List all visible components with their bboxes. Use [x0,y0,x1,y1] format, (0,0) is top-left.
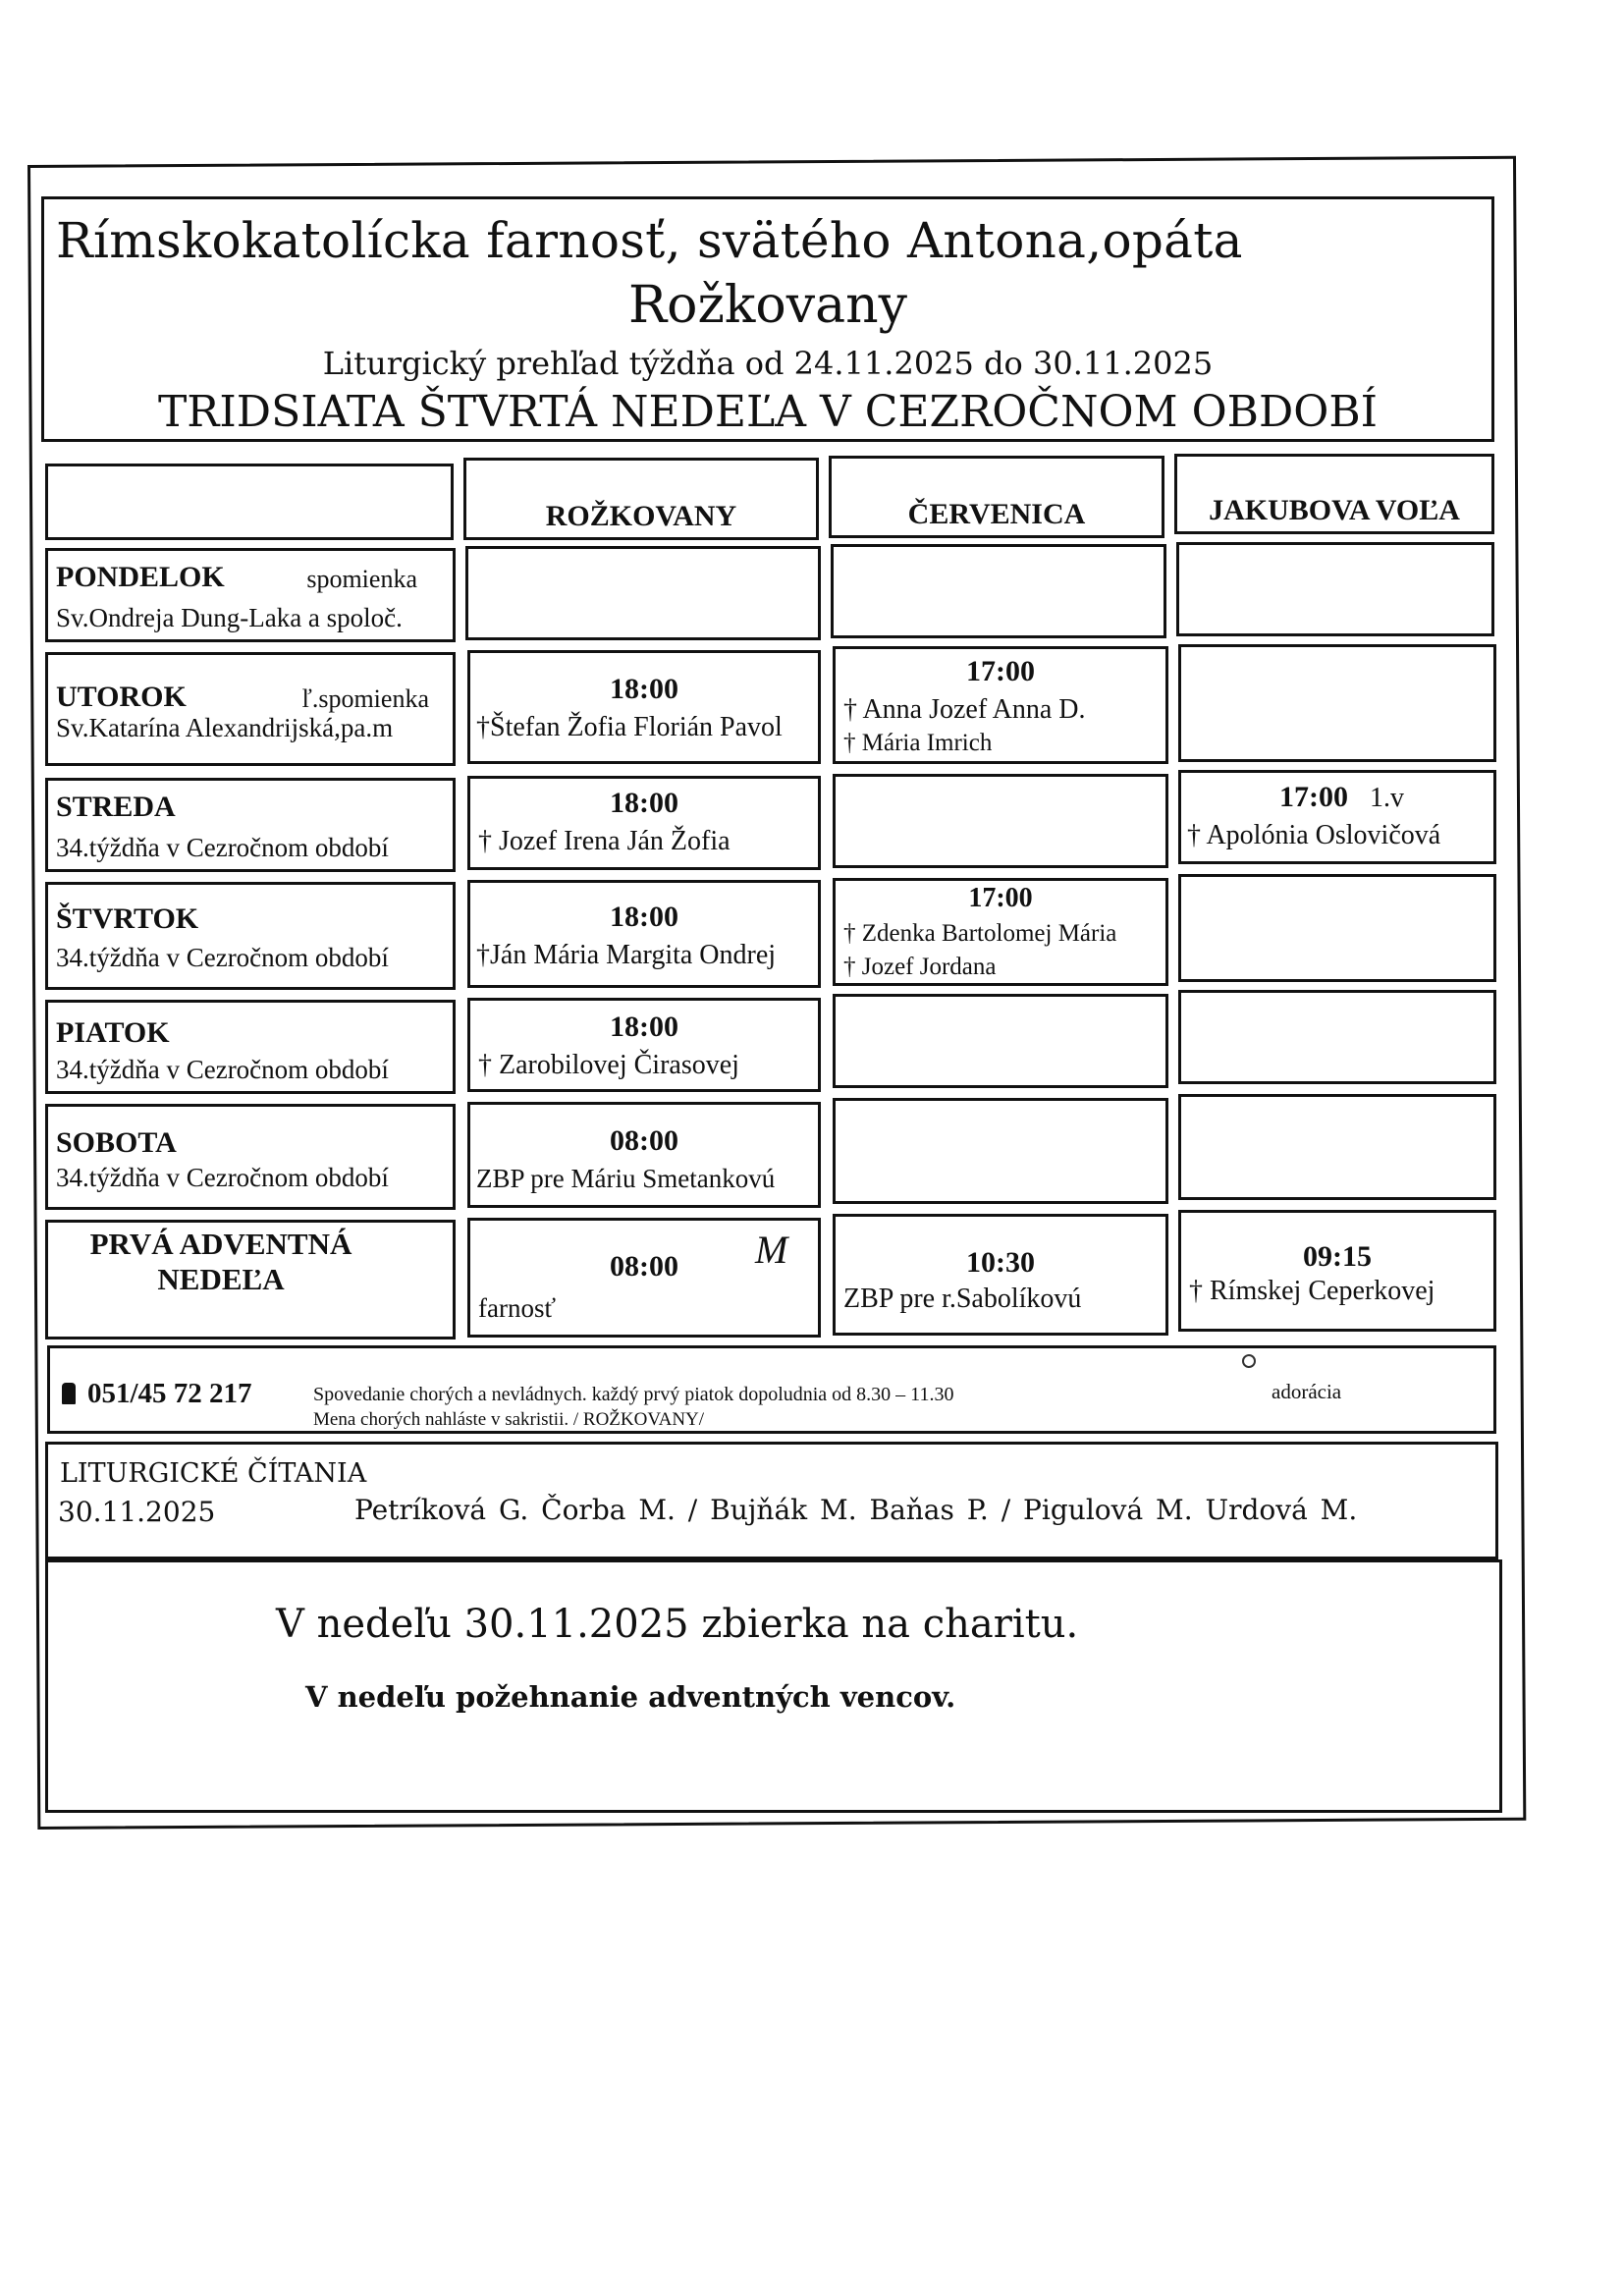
mass-time [1279,781,1493,814]
mass-intention: † Anna Jozef Anna D. [843,694,1086,725]
mass-intention: ZBP pre r.Sabolíkovú [843,1284,1082,1314]
mass-intention: †Ján Mária Margita Ondrej [476,940,777,970]
sacristy-info: Mena chorých nahláste v sakristii. / ROŽKOVANY/ [313,1409,705,1430]
day-name-line2: NEDEĽA [157,1262,285,1296]
day-description: 34.týždňa v Cezročnom období [56,1055,389,1084]
mass-cell-cervenica-streda [833,774,1168,868]
day-cell-piatok [45,1000,456,1094]
column-header-cervenica [829,456,1164,538]
mass-intention: † Jozef Jordana [843,954,997,980]
mass-time: 18:00 [610,1011,678,1043]
parish-title: Rímskokatolícka farnosť, svätého Antona,opáta [56,212,1243,269]
mass-time: 17:00 [968,883,1033,913]
day-name: SOBOTA [56,1126,177,1159]
mass-cell-jakubova-pondelok [1176,542,1494,636]
mass-cell-rozkovany-sobota [467,1102,821,1208]
mass-cell-rozkovany-stvrtok [467,880,821,988]
day-cell-utorok [45,652,456,766]
mass-cell-jakubova-utorok [1178,644,1496,762]
header-box [41,196,1494,442]
mass-cell-rozkovany-pondelok [465,546,821,640]
mass-cell-jakubova-sobota [1178,1094,1496,1200]
day-cell-streda [45,778,456,872]
readings-lectors: Petríková G. Čorba M. / Bujňák M. Baňas P. / Pigulová M. Urdová M. [354,1494,1358,1526]
mass-cell-cervenica-pondelok [831,544,1166,638]
mass-cell-jakubova-nedela [1178,1210,1496,1332]
ring-icon [1242,1354,1256,1368]
day-name: UTOROK [56,681,187,713]
mass-intention: †Štefan Žofia Florián Pavol [476,712,783,742]
day-note: spomienka [306,565,417,593]
day-name: ŠTVRTOK [56,902,199,935]
sunday-title: TRIDSIATA ŠTVRTÁ NEDEĽA V CEZROČNOM OBDOBÍ [157,387,1379,437]
mass-cell-rozkovany-streda [467,776,821,870]
column-label: ČERVENICA [907,498,1086,530]
handwritten-mark: M [755,1228,788,1272]
day-cell-sobota [45,1104,456,1210]
mass-time: 18:00 [610,901,678,933]
mass-intention: † Mária Imrich [843,730,993,756]
day-name: STREDA [56,791,176,823]
adoration-label: adorácia [1272,1380,1342,1403]
day-name: PIATOK [56,1016,170,1049]
mass-intention: † Rímskej Ceperkovej [1189,1276,1435,1306]
day-description: Sv.Ondreja Dung-Laka a spoloč. [56,603,403,632]
column-header-jakubova-vola [1174,454,1494,534]
mass-cell-cervenica-sobota [833,1098,1168,1204]
mass-cell-jakubova-stvrtok [1178,874,1496,982]
mass-time-value: 17:00 [1279,781,1348,813]
mass-time: 18:00 [610,673,678,705]
readings-date: 30.11.2025 [58,1496,216,1528]
mass-intention: † Zarobilovej Čirasovej [478,1050,739,1080]
day-description: 34.týždňa v Cezročnom období [56,943,389,972]
day-name: PONDELOK [56,561,225,593]
phone-icon [62,1383,76,1404]
day-description: 34.týždňa v Cezročnom období [56,1163,389,1192]
mass-intention: ZBP pre Máriu Smetankovú [476,1164,776,1193]
readings-box [45,1442,1498,1559]
mass-cell-jakubova-piatok [1178,990,1496,1084]
column-label: JAKUBOVA VOĽA [1209,494,1460,526]
info-box [47,1345,1496,1434]
mass-cell-jakubova-streda [1178,770,1496,864]
column-header-rozkovany [463,458,819,540]
mass-time: 18:00 [610,787,678,819]
notice-collection: V nedeľu 30.11.2025 zbierka na charitu. [276,1602,1079,1647]
mass-time: 08:00 [610,1124,678,1157]
mass-time: 17:00 [966,655,1035,687]
mass-cell-rozkovany-piatok [467,998,821,1092]
day-cell-prva-adventna-nedela [45,1220,456,1339]
mass-cell-cervenica-nedela [833,1214,1168,1336]
week-range: Liturgický prehľad týždňa od 24.11.2025 do 30.11.2025 [322,345,1214,382]
phone-value: 051/45 72 217 [87,1378,252,1409]
column-header-empty [45,464,454,540]
confession-info: Spovedanie chorých a nevládnych. každý prvý piatok dopoludnia od 8.30 – 11.30 [313,1384,954,1405]
day-cell-pondelok [45,548,456,642]
mass-cell-rozkovany-utorok [467,650,821,764]
notices-box [45,1559,1502,1813]
day-note: ľ.spomienka [301,684,429,713]
mass-intention: † Apolónia Oslovičová [1187,820,1441,850]
mass-cell-cervenica-stvrtok [833,878,1168,986]
mass-cell-cervenica-utorok [833,646,1168,764]
mass-cell-cervenica-piatok [833,994,1168,1088]
day-description: Sv.Katarína Alexandrijská,pa.m [56,713,394,742]
mass-intention: farnosť [478,1293,557,1323]
mass-time: 10:30 [966,1246,1035,1279]
notice-advent-wreaths: V nedeľu požehnanie adventných vencov. [305,1680,956,1714]
mass-intention: † Jozef Irena Ján Žofia [478,826,731,856]
mass-cell-rozkovany-nedela [467,1218,821,1338]
place-title: Rožkovany [628,276,907,335]
mass-intention: † Zdenka Bartolomej Mária [843,920,1117,947]
mass-time: 08:00 [610,1250,678,1283]
day-cell-stvrtok [45,882,456,990]
phone-number [62,1378,252,1410]
readings-title: LITURGICKÉ ČÍTANIA [60,1458,367,1489]
mass-time-note: 1.v [1370,783,1404,813]
mass-time: 09:15 [1303,1240,1372,1273]
column-label: ROŽKOVANY [545,500,737,532]
day-name-line1: PRVÁ ADVENTNÁ [89,1227,352,1261]
day-description: 34.týždňa v Cezročnom období [56,833,389,862]
